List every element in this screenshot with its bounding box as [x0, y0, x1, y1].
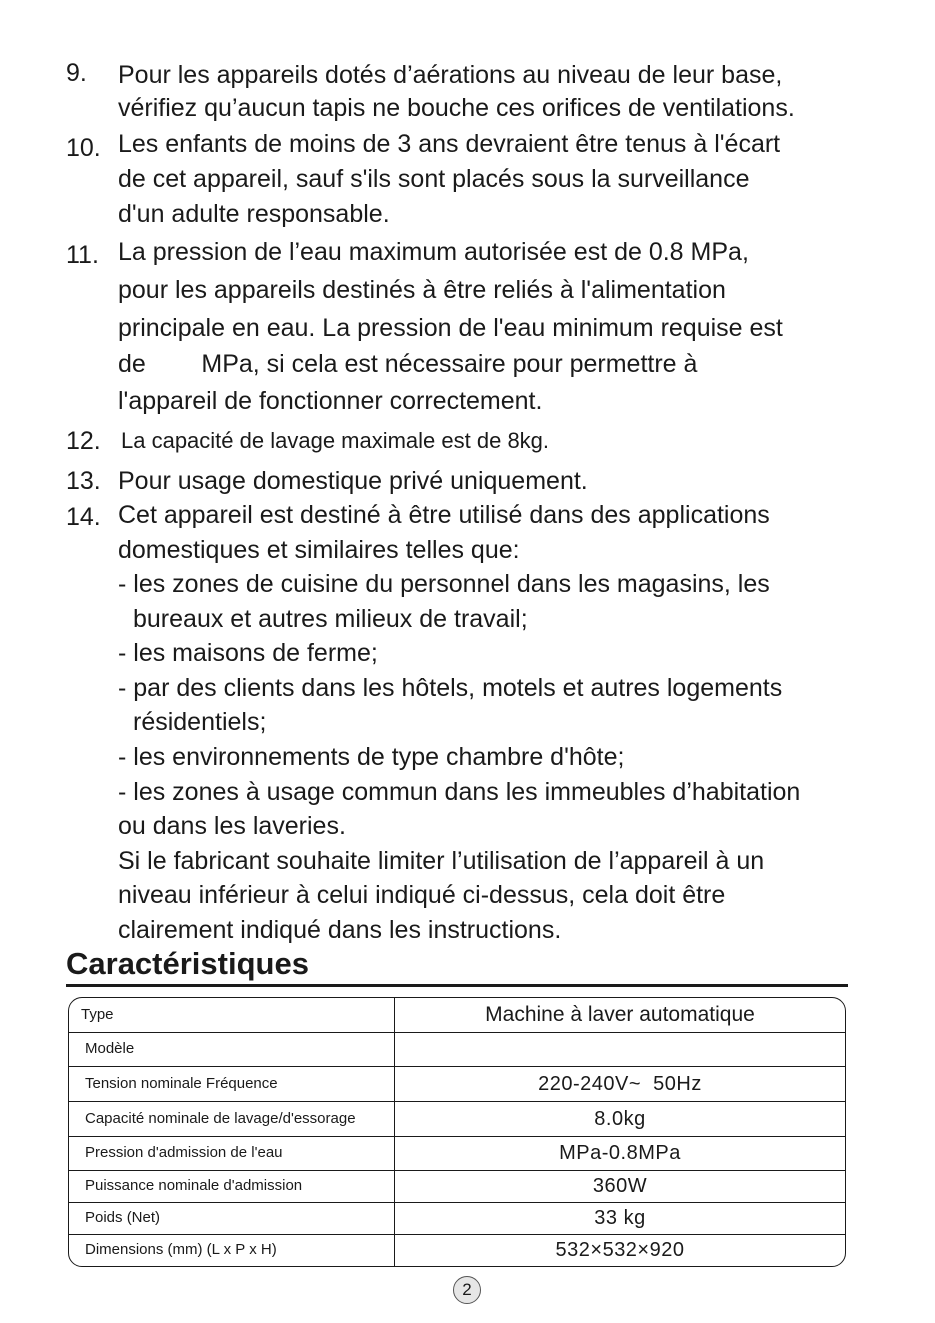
item-text-line: de cet appareil, sauf s'ils sont placés sous la surveillance	[118, 165, 750, 193]
table-row	[69, 1170, 845, 1202]
item-text-line: La capacité de lavage maximale est de 8kg.	[121, 428, 550, 453]
spec-label: Capacité nominale de lavage/d'essorage	[69, 1101, 395, 1136]
spec-value: 33 kg	[395, 1202, 846, 1234]
item-number: 14.	[66, 503, 101, 531]
spec-value: 220-240V~ 50Hz	[395, 1066, 846, 1101]
item-text-line: - les environnements de type chambre d'hôte;	[118, 743, 625, 771]
item-text-line: Pour usage domestique privé uniquement.	[118, 467, 588, 495]
spec-value	[395, 1032, 846, 1066]
item-text-line: domestiques et similaires telles que:	[118, 536, 520, 564]
item-number: 13.	[66, 467, 101, 495]
item-text-line: Pour les appareils dotés d’aérations au niveau de leur base,	[118, 61, 783, 89]
item-text-line: résidentiels;	[133, 708, 267, 736]
table-row	[69, 1136, 845, 1170]
item-text-line: l'appareil de fonctionner correctement.	[118, 387, 543, 415]
item-text-line: pour les appareils destinés à être reliés à l'alimentation	[118, 276, 726, 304]
item-text-line: Cet appareil est destiné à être utilisé dans des applications	[118, 501, 770, 529]
spec-label: Tension nominale Fréquence	[69, 1066, 395, 1101]
item-text-line: clairement indiqué dans les instructions.	[118, 916, 562, 944]
spec-value: 8.0kg	[395, 1101, 846, 1136]
spec-value: Machine à laver automatique	[485, 1002, 755, 1026]
table-row	[69, 1032, 845, 1066]
item-text-line: - par des clients dans les hôtels, motels et autres logements	[118, 674, 783, 702]
item-text-line: - les zones à usage commun dans les immeubles d’habitation	[118, 778, 801, 806]
spec-label: Dimensions (mm) (L x P x H)	[69, 1234, 395, 1266]
item-text-line: vérifiez qu’aucun tapis ne bouche ces orifices de ventilations.	[118, 94, 795, 122]
spec-label: Modèle	[69, 1032, 395, 1066]
item-text-line: de MPa, si cela est nécessaire pour permettre à	[118, 350, 698, 378]
table-row	[69, 1202, 845, 1234]
spec-label: Pression d'admission de l'eau	[69, 1136, 395, 1170]
item-text-line: ou dans les laveries.	[118, 812, 346, 840]
spec-label: Type	[69, 998, 395, 1032]
item-text-line: La pression de l’eau maximum autorisée est de 0.8 MPa,	[118, 238, 749, 266]
item-text-line: - les maisons de ferme;	[118, 639, 378, 667]
item-text-line: niveau inférieur à celui indiqué ci-dessus, cela doit être	[118, 881, 726, 909]
item-text-line: bureaux et autres milieux de travail;	[133, 605, 528, 633]
item-number: 12.	[66, 427, 101, 455]
item-number: 11.	[66, 241, 99, 269]
item-text-line: - les zones de cuisine du personnel dans les magasins, les	[118, 570, 770, 598]
spec-value: MPa-0.8MPa	[395, 1136, 846, 1170]
table-row	[69, 998, 845, 1032]
item-number: 10.	[66, 134, 101, 162]
page-number: 2	[453, 1276, 481, 1304]
spec-value: 360W	[395, 1170, 846, 1202]
section-divider	[66, 984, 848, 987]
table-row	[69, 1066, 845, 1101]
section-title: Caractéristiques	[66, 946, 309, 981]
spec-value: 532×532×920	[395, 1234, 846, 1266]
spec-label: Poids (Net)	[69, 1202, 395, 1234]
spec-label: Puissance nominale d'admission	[69, 1170, 395, 1202]
item-text-line: Les enfants de moins de 3 ans devraient être tenus à l'écart	[118, 130, 781, 158]
item-text-line: principale en eau. La pression de l'eau minimum requise est	[118, 314, 783, 342]
table-row	[69, 1234, 845, 1266]
item-number: 9.	[66, 59, 87, 87]
table-row	[69, 1101, 845, 1136]
item-text-line: Si le fabricant souhaite limiter l’utilisation de l’appareil à un	[118, 847, 765, 875]
specifications-table	[68, 997, 846, 1267]
item-text-line: d'un adulte responsable.	[118, 200, 390, 228]
